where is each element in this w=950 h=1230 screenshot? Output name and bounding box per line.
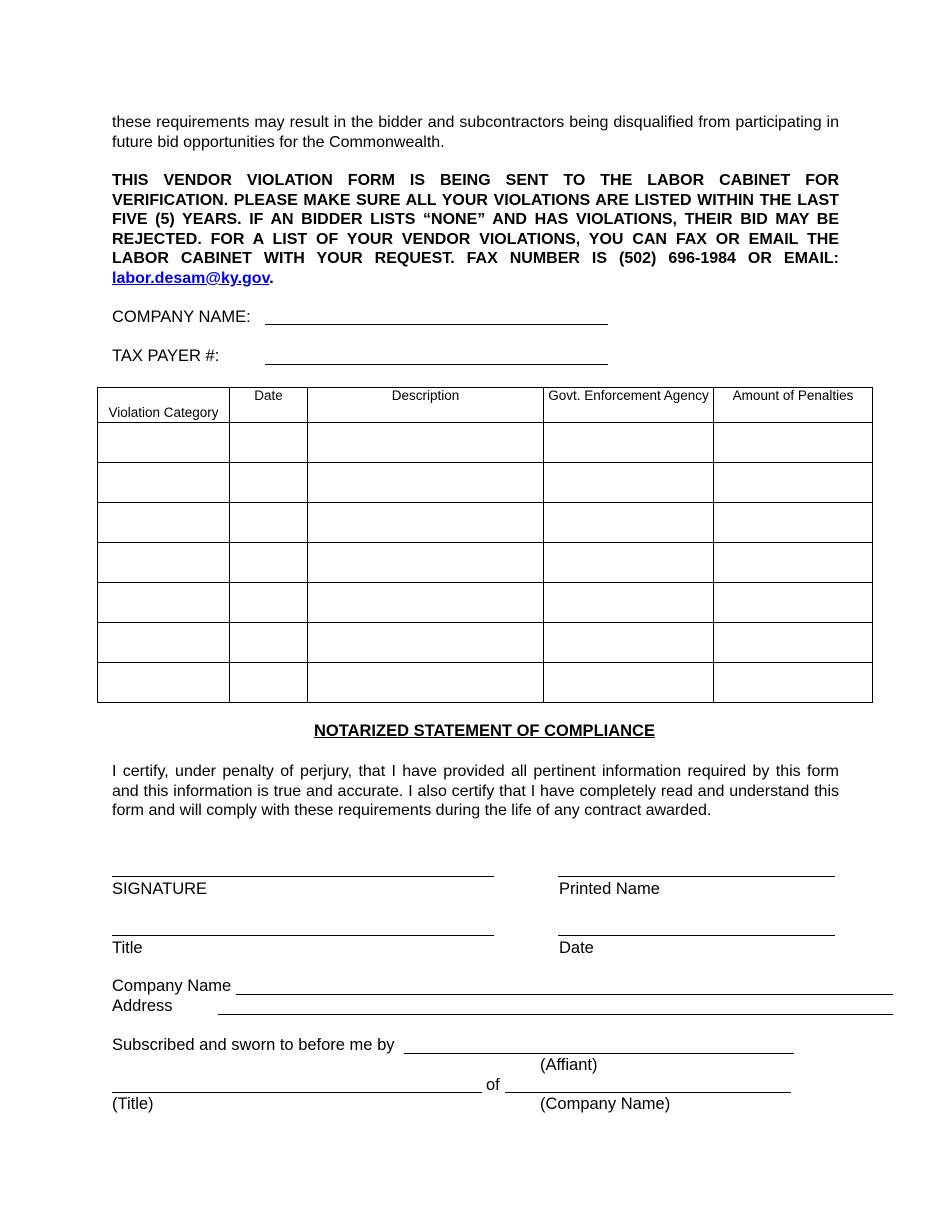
- table-cell[interactable]: [308, 583, 544, 623]
- table-row: [98, 463, 873, 503]
- notary-title-line[interactable]: [112, 1092, 482, 1093]
- table-row: [98, 543, 873, 583]
- header-violation-category: Violation Category: [98, 388, 230, 423]
- notice-block: [112, 171, 839, 289]
- table-cell[interactable]: [544, 543, 714, 583]
- table-cell[interactable]: [230, 623, 308, 663]
- table-cell[interactable]: [714, 663, 873, 703]
- table-cell[interactable]: [98, 463, 230, 503]
- table-cell[interactable]: [714, 623, 873, 663]
- table-cell[interactable]: [308, 623, 544, 663]
- table-row: [98, 503, 873, 543]
- table-cell[interactable]: [230, 663, 308, 703]
- printed-name-label: Printed Name: [559, 880, 660, 898]
- address-label: Address: [112, 997, 173, 1015]
- header-amount-of-penalties: Amount of Penalties: [714, 388, 873, 423]
- table-cell[interactable]: [714, 583, 873, 623]
- table-cell[interactable]: [544, 623, 714, 663]
- table-cell[interactable]: [308, 503, 544, 543]
- table-cell[interactable]: [308, 543, 544, 583]
- table-cell[interactable]: [544, 583, 714, 623]
- table-header-row: [98, 388, 873, 423]
- header-date: Date: [230, 388, 308, 423]
- statement-heading: NOTARIZED STATEMENT OF COMPLIANCE: [314, 722, 655, 740]
- table-cell[interactable]: [544, 503, 714, 543]
- table-cell[interactable]: [98, 503, 230, 543]
- notice-text: THIS VENDOR VIOLATION FORM IS BEING SENT TO THE LABOR CABINET FOR VERIFICATION. PLEASE MAKE SURE ALL YOUR VIOLATIONS ARE LISTED WITHIN THE LAST FIVE (5) YEARS. IF AN BIDDER LISTS “NONE” AND HAS VIOLATIONS, THEIR BID MAY BE REJECTED. FOR A LIST OF YOUR VENDOR VIOLATIONS, YOU CAN FAX OR EMAIL THE LABOR CABINET WITH YOUR REQUEST. FAX NUMBER IS (502) 696-1984 OR EMAIL:: [112, 172, 839, 268]
- table-cell[interactable]: [714, 423, 873, 463]
- date-label: Date: [559, 939, 594, 957]
- title-line[interactable]: [112, 935, 494, 936]
- table-cell[interactable]: [544, 663, 714, 703]
- table-cell[interactable]: [98, 663, 230, 703]
- subscribed-label: Subscribed and sworn to before me by: [112, 1036, 395, 1054]
- company-name-field[interactable]: [265, 324, 608, 325]
- notary-company-label: (Company Name): [540, 1095, 671, 1113]
- affiant-line[interactable]: [404, 1053, 794, 1054]
- table-cell[interactable]: [308, 663, 544, 703]
- tax-payer-field[interactable]: [265, 364, 608, 365]
- table-cell[interactable]: [98, 423, 230, 463]
- table-cell[interactable]: [98, 583, 230, 623]
- notice-end: .: [269, 269, 274, 287]
- table-cell[interactable]: [98, 543, 230, 583]
- date-line[interactable]: [558, 935, 835, 936]
- table-cell[interactable]: [230, 463, 308, 503]
- header-enforcement-agency: Govt. Enforcement Agency: [544, 388, 714, 423]
- address-line[interactable]: [218, 1014, 893, 1015]
- tax-payer-label: TAX PAYER #:: [112, 347, 220, 365]
- table-row: [98, 663, 873, 703]
- table-cell[interactable]: [98, 623, 230, 663]
- printed-name-line[interactable]: [558, 876, 835, 877]
- company-name-label: COMPANY NAME:: [112, 308, 251, 326]
- notary-title-label: (Title): [112, 1095, 154, 1113]
- table-cell[interactable]: [714, 503, 873, 543]
- of-label: of: [486, 1076, 500, 1094]
- table-cell[interactable]: [544, 423, 714, 463]
- table-cell[interactable]: [308, 463, 544, 503]
- intro-continuation: these requirements may result in the bidder and subcontractors being disqualified from participating in future bid opportunities for the Commonwealth.: [112, 114, 839, 151]
- table-cell[interactable]: [308, 423, 544, 463]
- table-cell[interactable]: [714, 463, 873, 503]
- table-row: [98, 623, 873, 663]
- table-cell[interactable]: [230, 543, 308, 583]
- table-cell[interactable]: [544, 463, 714, 503]
- table-cell[interactable]: [230, 583, 308, 623]
- statement-body: I certify, under penalty of perjury, that I have provided all pertinent information required by this form and this information is true and accurate. I also certify that I have completely read and understand this form and will comply with these requirements during the life of any contract awarded.: [112, 763, 839, 820]
- table-cell[interactable]: [230, 423, 308, 463]
- table-cell[interactable]: [230, 503, 308, 543]
- notary-company-line[interactable]: [505, 1092, 791, 1093]
- company-name-sig-label: Company Name: [112, 977, 232, 995]
- affiant-label: (Affiant): [540, 1056, 598, 1074]
- signature-line[interactable]: [112, 876, 494, 877]
- title-label: Title: [112, 939, 143, 957]
- table-row: [98, 583, 873, 623]
- violations-table: [97, 387, 873, 703]
- header-description: Description: [308, 388, 544, 423]
- table-row: [98, 423, 873, 463]
- email-link[interactable]: labor.desam@ky.gov: [112, 269, 270, 287]
- signature-label: SIGNATURE: [112, 880, 208, 898]
- table-cell[interactable]: [714, 543, 873, 583]
- company-name-sig-line[interactable]: [236, 994, 893, 995]
